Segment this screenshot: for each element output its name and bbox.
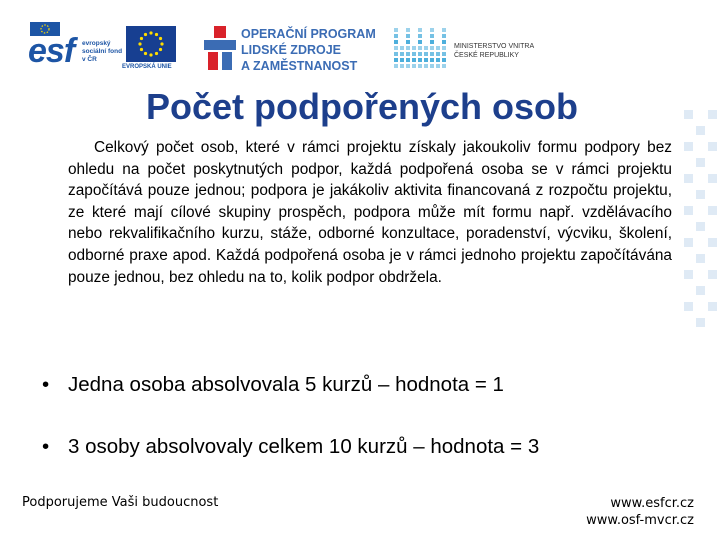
eu-flag-icon bbox=[126, 26, 176, 62]
list-item-text: Jedna osoba absolvovala 5 kurzů – hodnota = 1 bbox=[68, 373, 504, 396]
footer-link-osf-mvcr[interactable]: www.osf-mvcr.cz bbox=[586, 513, 694, 528]
footer-links bbox=[586, 495, 694, 529]
definition-paragraph: Celkový počet osob, které v rámci projektu získaly jakoukoliv formu podpory bez ohledu na počet poskytnutých podpor, každá podpořená osoba se v rámci projektu započítává pouze jednou; podpora je jakákoliv aktivita financovaná z rozpočtu projektu, ze které mají cílové skupiny prospěch, podpora může mít formu např. vzdělávacího nebo rekvalifikačního kurzu, stáže, odborné konzultace, poradenství, výcviku, školení, odborné praxe apod. Každá podpořená osoba je v rámci jednoho projektu započítávána pouze jednou, bez ohledu na to, kolik podpor obdržela. bbox=[68, 139, 672, 286]
list-item-text: 3 osoby absolvovaly celkem 10 kurzů – hodnota = 3 bbox=[68, 435, 540, 458]
op-line-2: LIDSKÉ ZDROJE bbox=[241, 43, 342, 57]
bullet-icon: • bbox=[42, 373, 50, 396]
eu-logo-label: EVROPSKÁ UNIE bbox=[122, 64, 172, 70]
list-item bbox=[42, 434, 682, 460]
op-line-1: OPERAČNÍ PROGRAM bbox=[241, 27, 376, 41]
ministry-dots-icon bbox=[394, 28, 448, 70]
op-logo-text bbox=[241, 26, 376, 74]
footer-link-esfcr[interactable]: www.esfcr.cz bbox=[610, 496, 694, 511]
header-logos bbox=[22, 18, 562, 78]
op-line-3: A ZAMĚSTNANOST bbox=[241, 59, 358, 73]
esf-logo-word: esf bbox=[28, 32, 75, 70]
footer-slogan: Podporujeme Vaši budoucnost bbox=[22, 495, 219, 510]
bullet-icon: • bbox=[42, 435, 50, 458]
slide-title: Počet podpořených osob bbox=[145, 86, 579, 127]
example-list bbox=[42, 372, 682, 460]
decorative-dot-pattern bbox=[678, 110, 720, 350]
list-item bbox=[42, 372, 682, 398]
esf-logo-subtitle: evropský sociální fond v ČR bbox=[82, 40, 123, 63]
op-people-icon bbox=[204, 26, 236, 70]
ministry-logo-text bbox=[454, 42, 534, 60]
ministry-line-1: MINISTERSTVO VNITRA bbox=[454, 43, 535, 50]
ministry-line-2: ČESKÉ REPUBLIKY bbox=[454, 52, 519, 59]
